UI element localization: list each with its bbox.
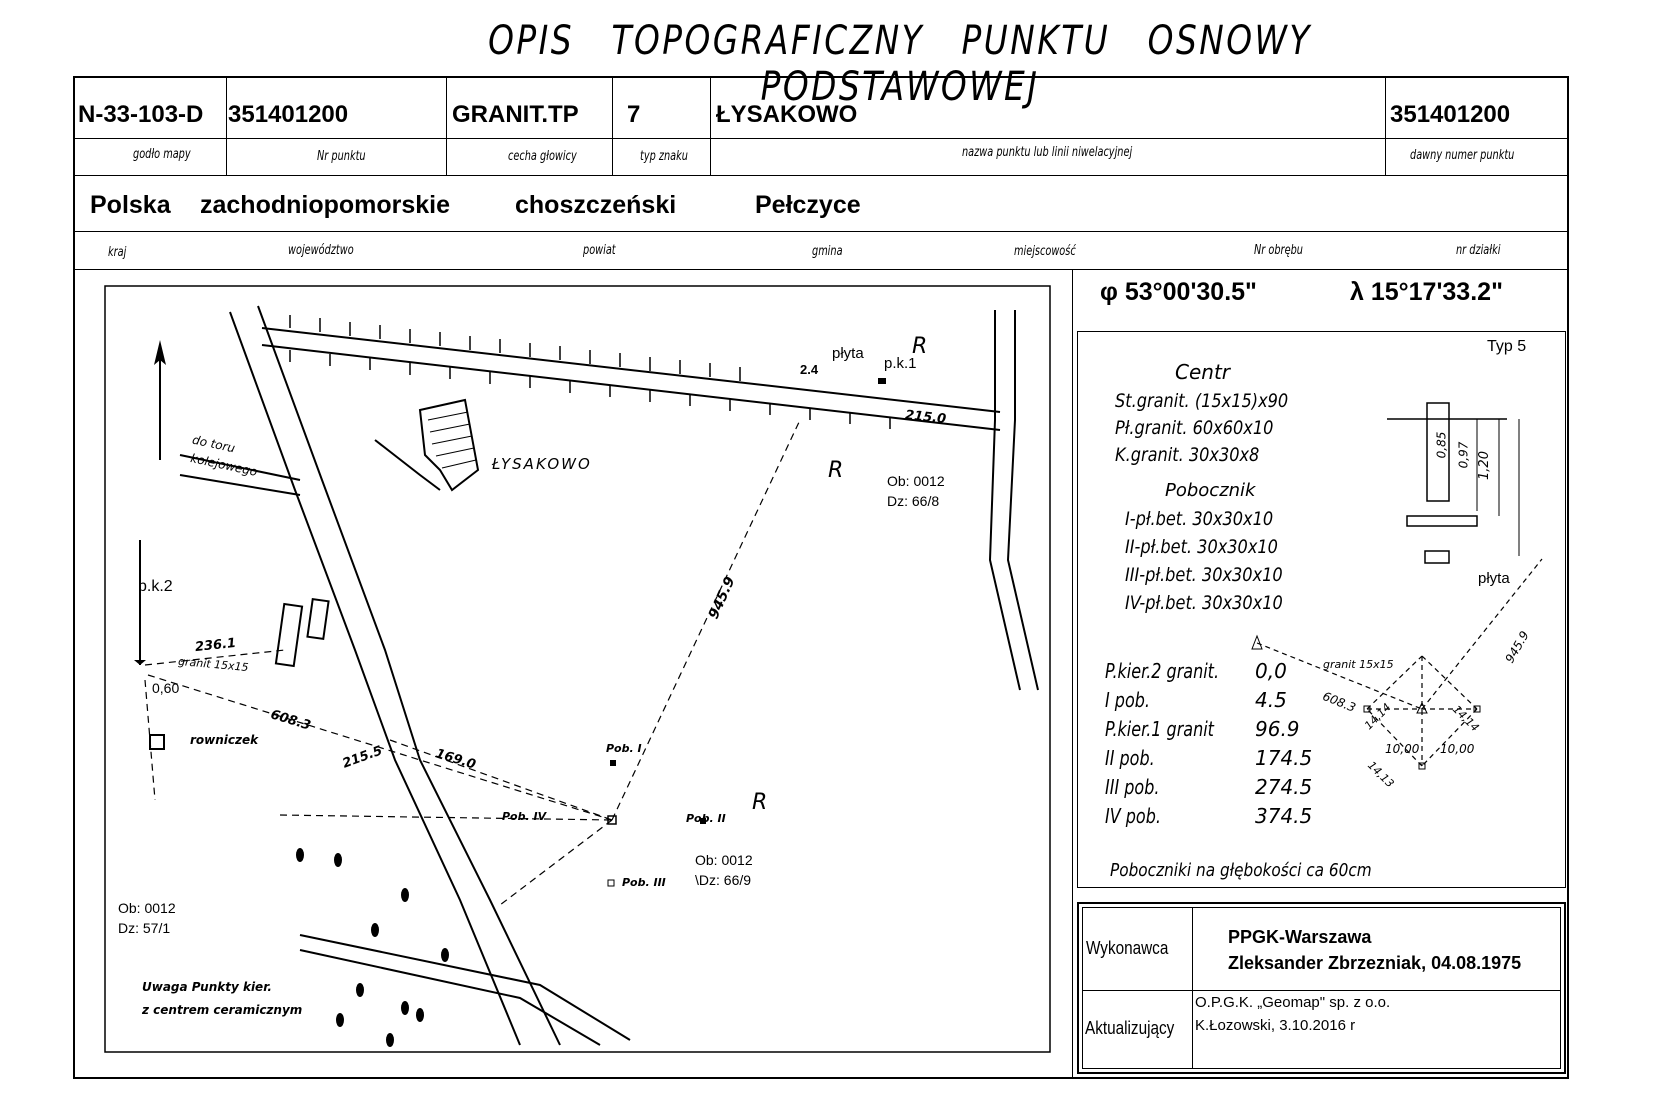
- map-dist-060: 0,60: [152, 680, 180, 696]
- map-pob4: Pob. IV: [502, 810, 547, 823]
- dir-label: IV pob.: [1105, 804, 1161, 828]
- map-dist-9459: 945.9: [705, 574, 739, 622]
- centr-line: Pł.granit. 60x60x10: [1115, 417, 1274, 439]
- dir-value: 4.5: [1255, 688, 1287, 712]
- cecha-label: cecha głowicy: [508, 149, 577, 164]
- wojewodztwo-value: zachodniopomorskie: [200, 191, 451, 219]
- map-dz3: Dz: 57/1: [118, 920, 171, 936]
- dir-value: 274.5: [1255, 775, 1313, 799]
- pob-line: III-pł.bet. 30x30x10: [1125, 564, 1283, 586]
- typ-label: typ znaku: [640, 149, 688, 164]
- pob-line: IV-pł.bet. 30x30x10: [1125, 592, 1283, 614]
- map-pk1: p.k.1: [884, 355, 917, 372]
- dir-label: II pob.: [1105, 746, 1155, 770]
- pob-title: Pobocznik: [1165, 480, 1256, 501]
- executor-person: Zleksander Zbrzezniak, 04.08.1975: [1228, 953, 1522, 973]
- diamond-granit: granit 15x15: [1323, 658, 1394, 671]
- map-granit: granit 15x15: [177, 654, 250, 675]
- centr-plyta: płyta: [1478, 570, 1510, 587]
- diamond-d6083: 608.3: [1320, 689, 1358, 715]
- nazwa-value: ŁYSAKOWO: [716, 101, 858, 128]
- updater-label: Aktualizujący: [1085, 1018, 1175, 1038]
- kraj-value: Polska: [90, 191, 171, 219]
- map-dist-2361: 236.1: [194, 635, 237, 656]
- wojewodztwo-label: województwo: [288, 243, 354, 258]
- map-dz2: \Dz: 66/9: [695, 872, 752, 888]
- latitude: φ 53°00'30.5": [1100, 278, 1257, 306]
- centr-typ: Typ 5: [1487, 338, 1527, 355]
- centr-line: K.granit. 30x30x8: [1115, 444, 1260, 466]
- map-plyta: płyta: [832, 345, 864, 362]
- map-dz1: Dz: 66/8: [887, 493, 940, 509]
- typ-znaku-value: 7: [627, 101, 641, 128]
- dim-097: 0,97: [1456, 441, 1471, 469]
- dir-label: P.kier.1 granit: [1105, 717, 1214, 741]
- dir-value: 0,0: [1255, 659, 1287, 683]
- nazwa-label: nazwa punktu lub linii niwelacyjnej: [962, 145, 1133, 160]
- kraj-label: kraj: [108, 245, 127, 260]
- godlo-value: N-33-103-D: [78, 101, 204, 128]
- map-dist-24: 2.4: [800, 362, 819, 377]
- map-pob1: Pob. I: [606, 742, 642, 755]
- dzialka-label: nr działki: [1456, 243, 1501, 258]
- pob-line: I-pł.bet. 30x30x10: [1125, 508, 1274, 530]
- page-title: OPIS TOPOGRAFICZNY PUNKTU OSNOWY PODSTAWOWEJ: [488, 18, 1312, 110]
- map-place-label: ŁYSAKOWO: [492, 455, 592, 473]
- dawny-label: dawny numer punktu: [1410, 148, 1515, 163]
- diamond-d1414a: 14,14: [1362, 700, 1394, 733]
- map-dist-6083: 608.3: [268, 707, 313, 734]
- miejscowosc-label: miejscowość: [1014, 244, 1076, 259]
- executor-row-divider: [1082, 990, 1561, 991]
- godlo-label: godło mapy: [133, 147, 191, 162]
- map-ob2: Ob: 0012: [695, 852, 753, 868]
- map-pk2: p.k.2: [138, 578, 173, 595]
- dir-label: I pob.: [1105, 688, 1150, 712]
- nr-punktu-value: 351401200: [228, 101, 349, 128]
- dir-label: III pob.: [1105, 775, 1160, 799]
- diamond-d1413: 14,13: [1365, 758, 1397, 791]
- map-r-1: R: [828, 458, 844, 483]
- dawny-numer-value: 351401200: [1390, 101, 1511, 128]
- diamond-d1000a: 10,00: [1385, 742, 1420, 756]
- map-kolejowego: kolejowego: [189, 451, 259, 479]
- centr-line: St.granit. (15x15)x90: [1115, 390, 1289, 412]
- pob-note: Poboczniki na głębokości ca 60cm: [1110, 860, 1372, 881]
- diamond-d9459: 945.9: [1502, 628, 1532, 666]
- updater-person: K.Łozowski, 3.10.2016 r: [1195, 1017, 1356, 1034]
- map-pob3: Pob. III: [622, 876, 666, 889]
- gmina-value: Pełczyce: [755, 191, 861, 219]
- map-uwaga-1: Uwaga Punkty kier.: [142, 980, 272, 994]
- map-ob1: Ob: 0012: [887, 473, 945, 489]
- diamond-d1414b: 14,14: [1450, 702, 1482, 735]
- centr-diagram: [1077, 331, 1566, 888]
- map-dist-215: 215.0: [904, 407, 947, 428]
- dim-120: 1,20: [1476, 451, 1492, 480]
- nr-punktu-label: Nr punktu: [317, 149, 366, 164]
- dir-value: 174.5: [1255, 746, 1313, 770]
- map-dist-2155: 215.5: [340, 743, 385, 772]
- obreb-label: Nr obrębu: [1254, 243, 1303, 258]
- map-dist-1690: 169.0: [433, 746, 478, 773]
- map-do-toru: do toru: [191, 432, 237, 456]
- dir-label: P.kier.2 granit.: [1105, 659, 1220, 683]
- centr-title: Centr: [1175, 360, 1231, 384]
- longitude: λ 15°17'33.2": [1350, 278, 1503, 306]
- pob-line: II-pł.bet. 30x30x10: [1125, 536, 1278, 558]
- dir-value: 96.9: [1255, 717, 1300, 741]
- dim-085: 0,85: [1434, 431, 1449, 459]
- powiat-value: choszczeński: [515, 191, 677, 219]
- diamond-d1000b: 10,00: [1440, 742, 1475, 756]
- map-r-2: R: [752, 790, 768, 815]
- updater-company: O.P.G.K. „Geomap" sp. z o.o.: [1195, 994, 1391, 1011]
- map-r-3: R: [912, 334, 928, 359]
- executor-name: PPGK-Warszawa: [1228, 927, 1372, 947]
- map-rowniczek: rowniczek: [190, 733, 259, 747]
- map-ob3: Ob: 0012: [118, 900, 176, 916]
- map-pob2: Pob. II: [686, 812, 726, 825]
- executor-label: Wykonawca: [1086, 938, 1169, 958]
- gmina-label: gmina: [812, 244, 843, 259]
- executor-col-divider: [1192, 907, 1193, 1069]
- powiat-label: powiat: [583, 243, 616, 258]
- dir-value: 374.5: [1255, 804, 1313, 828]
- map-uwaga-2: z centrem ceramicznym: [142, 1003, 303, 1017]
- cecha-value: GRANIT.TP: [452, 101, 579, 128]
